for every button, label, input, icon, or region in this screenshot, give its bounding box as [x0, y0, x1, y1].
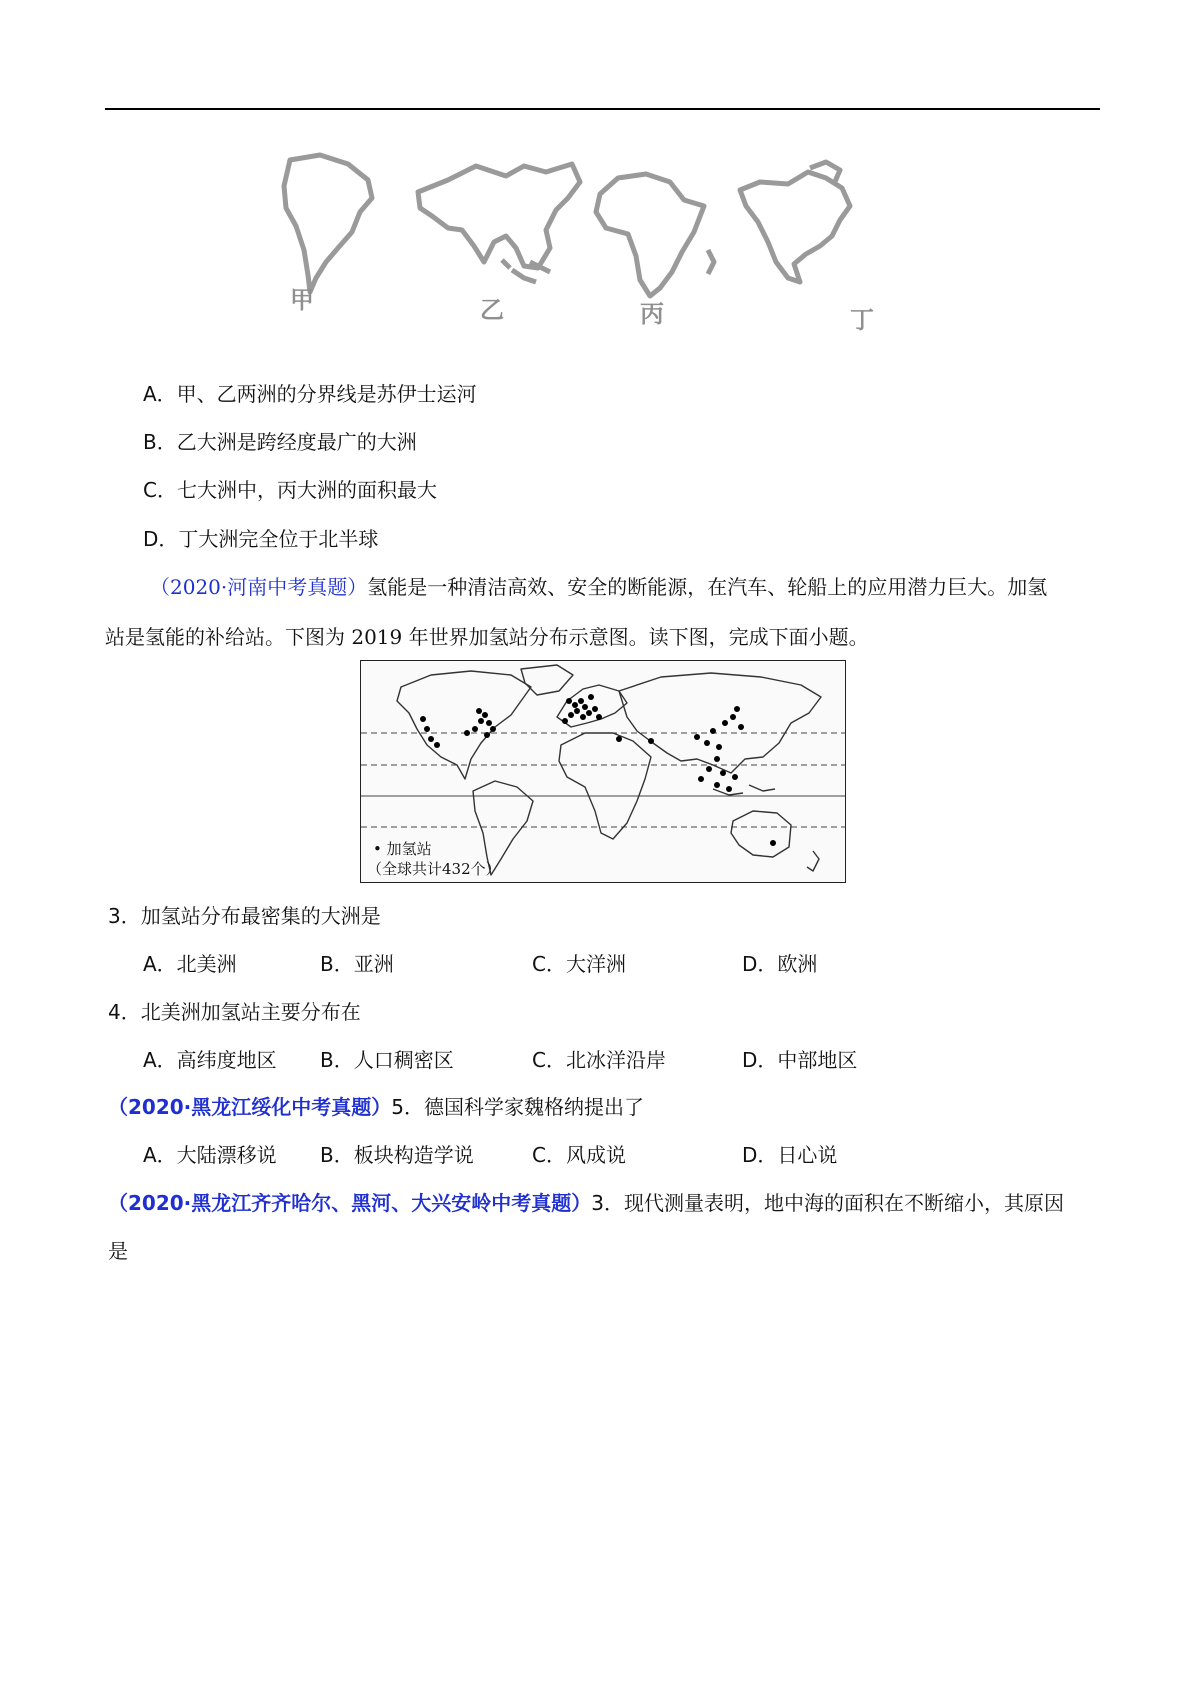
station-dot: [720, 770, 726, 776]
map-asia: [619, 673, 821, 773]
station-dot: [722, 720, 728, 726]
continent-outlines-svg: [280, 150, 920, 350]
station-dot: [486, 720, 492, 726]
intro-line-1: [150, 574, 1047, 600]
q3-stem: 3．加氢站分布最密集的大洲是: [108, 904, 381, 928]
station-dot: [464, 730, 470, 736]
intro-source: （2020·河南中考真题）: [150, 575, 368, 599]
q5-stem: 5．德国科学家魏格纳提出了: [391, 1095, 644, 1119]
station-dot: [580, 714, 586, 720]
station-dot: [484, 732, 490, 738]
station-dot: [616, 736, 622, 742]
outline-madagascar: [708, 250, 714, 274]
station-dot: [716, 744, 722, 750]
outline-north-america: [740, 172, 850, 282]
station-dot: [704, 740, 710, 746]
station-dot: [586, 710, 592, 716]
intro-text-1: 氢能是一种清洁高效、安全的断能源，在汽车、轮船上的应用潜力巨大。加氢: [367, 575, 1048, 599]
station-dot: [478, 718, 484, 724]
map-africa: [559, 733, 651, 839]
map-new-zealand: [807, 851, 819, 871]
continent-outlines-figure: [280, 150, 920, 350]
q3-option-c: C．大洋洲: [532, 952, 626, 976]
prev-option-a: A．甲、乙两洲的分界线是苏伊士运河: [143, 382, 477, 406]
station-dot: [424, 726, 430, 732]
outline-south-america: [284, 155, 372, 292]
station-dot: [770, 840, 776, 846]
station-dot: [738, 724, 744, 730]
station-dot: [476, 708, 482, 714]
station-dot: [730, 714, 736, 720]
q5-source: （2020·黑龙江绥化中考真题）: [108, 1095, 392, 1119]
map-australia: [731, 811, 791, 857]
station-dot: [592, 706, 598, 712]
q3-option-d: D．欧洲: [742, 952, 818, 976]
outline-africa: [596, 174, 704, 296]
prev-option-d: D．丁大洲完全位于北半球: [143, 527, 379, 551]
station-dot: [710, 728, 716, 734]
station-dot: [714, 756, 720, 762]
continent-label-bing: 丙: [640, 300, 664, 328]
station-dot: [472, 726, 478, 732]
hydrogen-station-map: [360, 660, 846, 883]
q4-stem: 4．北美洲加氢站主要分布在: [108, 1000, 361, 1024]
station-dot: [428, 736, 434, 742]
station-dot: [482, 712, 488, 718]
prev-option-c: C．七大洲中，丙大洲的面积最大: [143, 478, 437, 502]
map-north-america: [397, 671, 531, 779]
station-dot: [568, 712, 574, 718]
continent-label-ding: 丁: [850, 306, 874, 334]
station-dot: [706, 766, 712, 772]
q4-option-a: A．高纬度地区: [143, 1048, 277, 1072]
continent-label-jia: 甲: [290, 286, 314, 314]
q5-line: [108, 1094, 644, 1120]
station-dot: [694, 734, 700, 740]
station-dot: [726, 786, 732, 792]
station-dot: [562, 718, 568, 724]
station-dot: [588, 694, 594, 700]
station-dot: [578, 698, 584, 704]
map-legend-item: • 加氢站: [373, 840, 432, 858]
q5-option-d: D．日心说: [742, 1143, 838, 1167]
station-dot: [490, 726, 496, 732]
station-dot: [732, 774, 738, 780]
station-dot: [648, 738, 654, 744]
q4-option-b: B．人口稠密区: [320, 1048, 454, 1072]
station-dot: [582, 704, 588, 710]
q5-option-a: A．大陆漂移说: [143, 1143, 277, 1167]
top-rule: [105, 108, 1100, 110]
q4-option-d: D．中部地区: [742, 1048, 858, 1072]
station-dot: [734, 706, 740, 712]
map-legend-note: （全球共计432个）: [367, 860, 501, 878]
station-dot: [698, 776, 704, 782]
intro-line-2: 站是氢能的补给站。下图为 2019 年世界加氢站分布示意图。读下图，完成下面小题。: [105, 625, 869, 649]
q3-option-b: B．亚洲: [320, 952, 394, 976]
station-dot: [574, 708, 580, 714]
station-dot: [572, 702, 578, 708]
prev-option-b: B．乙大洲是跨经度最广的大洲: [143, 430, 417, 454]
station-dot: [566, 698, 572, 704]
q5-option-b: B．板块构造学说: [320, 1143, 474, 1167]
station-dot: [596, 714, 602, 720]
map-sea-islands: [713, 785, 775, 795]
q6-stem: 3．现代测量表明，地中海的面积在不断缩小，其原因: [591, 1191, 1064, 1215]
q5-option-c: C．风成说: [532, 1143, 626, 1167]
q6-line-1: [108, 1190, 1064, 1216]
station-dot: [714, 782, 720, 788]
world-map-svg: [361, 661, 845, 882]
station-dot: [420, 716, 426, 722]
outline-eurasia: [418, 164, 580, 268]
continent-label-yi: 乙: [480, 296, 504, 324]
q3-option-a: A．北美洲: [143, 952, 237, 976]
q4-option-c: C．北冰洋沿岸: [532, 1048, 666, 1072]
q6-line-2: 是: [108, 1239, 128, 1263]
station-dot: [434, 742, 440, 748]
q6-source: （2020·黑龙江齐齐哈尔、黑河、大兴安岭中考真题）: [108, 1191, 592, 1215]
